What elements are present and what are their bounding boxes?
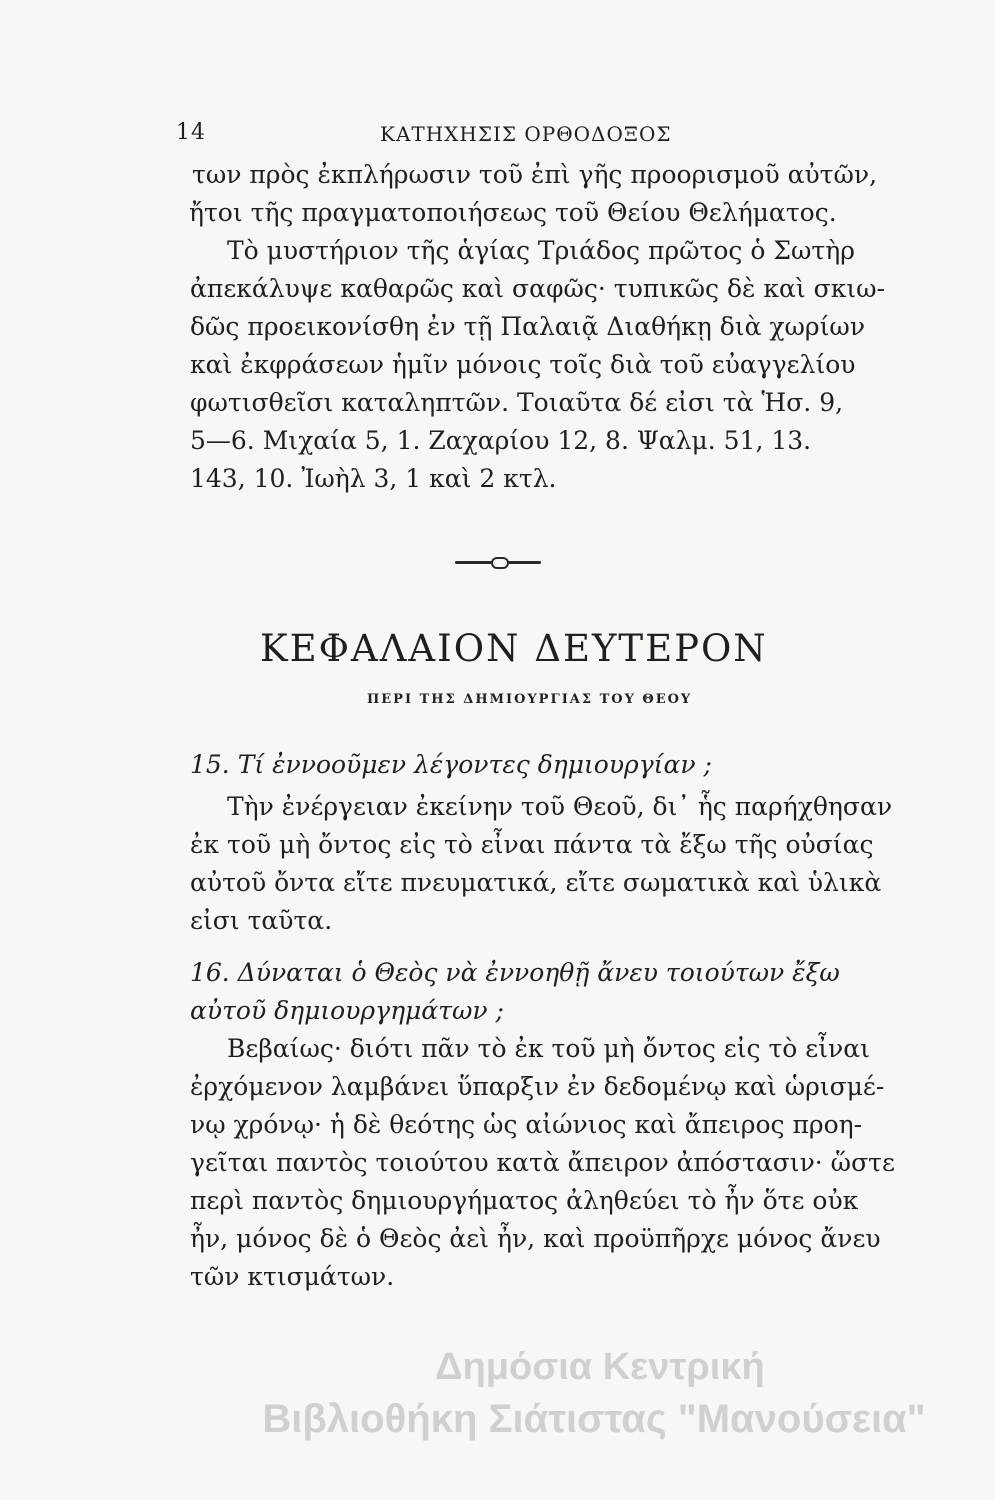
text-line: Τὸ μυστήριον τῆς ἁγίας Τριάδος πρῶτος ὁ Σωτὴρ (227, 236, 855, 265)
answer-line: αὐτοῦ ὄντα εἴτε πνευματικά, εἴτε σωματικὰ καὶ ὑλικὰ (190, 868, 882, 897)
text-line: δῶς προεικονίσθη ἐν τῇ Παλαιᾷ Διαθήκῃ διὰ χωρίων (190, 312, 866, 341)
answer-line: ἐρχόμενον λαμβάνει ὕπαρξιν ἐν δεδομένῳ καὶ ὡρισμέ- (190, 1072, 885, 1101)
watermark-line: Βιβλιοθήκη Σιάτιστας "Μανούσεια" (262, 1397, 926, 1441)
answer-16 (190, 1034, 895, 1354)
trinity-paragraph (190, 236, 885, 556)
chapter-title: ΚΕΦΑΛΑΙΟΝ ΔΕΥΤΕΡΟΝ (260, 627, 768, 670)
answer-line: Βεβαίως· διότι πᾶν τὸ ἐκ τοῦ μὴ ὄντος εἰς τὸ εἶναι (227, 1034, 870, 1063)
page-header (176, 120, 816, 152)
question-line: 16. Δύναται ὁ Θεὸς νὰ ἐννοηθῇ ἄνευ τοιούτων ἔξω (190, 958, 840, 987)
page-number: 14 (176, 120, 206, 145)
answer-line: νῳ χρόνῳ· ἡ δὲ θεότης ὡς αἰώνιος καὶ ἄπειρος προη- (190, 1110, 863, 1139)
answer-line: τῶν κτισμάτων. (190, 1262, 395, 1291)
answer-line: περὶ παντὸς δημιουργήματος ἀληθεύει τὸ ἦν ὅτε οὐκ (190, 1186, 859, 1215)
text-line: 143, 10. Ἰωὴλ 3, 1 καὶ 2 κτλ. (190, 464, 557, 493)
running-title: ΚΑΤΗΧΗΣΙΣ ΟΡΘΟΔΟΞΟΣ (380, 122, 672, 146)
question-line: αὐτοῦ δημιουργημάτων ; (190, 996, 504, 1025)
text-line: ἤτοι τῆς πραγματοποιήσεως τοῦ Θείου Θελήματος. (189, 198, 837, 227)
question-line: 15. Τί ἐννοοῦμεν λέγοντες δημιουργίαν ; (190, 750, 712, 779)
text-line: ἀπεκάλυψε καθαρῶς καὶ σαφῶς· τυπικῶς δὲ καὶ σκιω- (190, 274, 885, 303)
answer-line: γεῖται παντὸς τοιούτου κατὰ ἄπειρον ἀπόστασιν· ὥστε (190, 1148, 895, 1177)
answer-line: ἦν, μόνος δὲ ὁ Θεὸς ἀεὶ ἦν, καὶ προϋπῆρχε μόνος ἄνευ (190, 1224, 881, 1253)
answer-line: εἰσι ταῦτα. (190, 906, 333, 935)
text-line: φωτισθεῖσι καταληπτῶν. Τοιαῦτα δέ εἰσι τὰ Ἡσ. 9, (190, 388, 844, 417)
text-line: των πρὸς ἐκπλήρωσιν τοῦ ἐπὶ γῆς προορισμοῦ αὐτῶν, (192, 160, 878, 189)
answer-line: Τὴν ἐνέργειαν ἐκείνην τοῦ Θεοῦ, δι᾽ ἧς παρήχθησαν (227, 792, 893, 821)
watermark-line: Δημόσια Κεντρική (435, 1346, 765, 1388)
library-watermark (262, 1342, 926, 1441)
answer-line: ἐκ τοῦ μὴ ὄντος εἰς τὸ εἶναι πάντα τὰ ἔξω τῆς οὐσίας (190, 830, 874, 859)
section-divider-ornament (455, 561, 541, 564)
text-line: καὶ ἐκφράσεων ἡμῖν μόνοις τοῖς διὰ τοῦ εὐαγγελίου (190, 350, 856, 379)
text-line: 5—6. Μιχαία 5, 1. Ζαχαρίου 12, 8. Ψαλμ. 51, 13. (190, 426, 812, 455)
chapter-subtitle: ΠΕΡΙ ΤΗΣ ΔΗΜΙΟΥΡΓΙΑΣ ΤΟΥ ΘΕΟΥ (367, 692, 693, 707)
